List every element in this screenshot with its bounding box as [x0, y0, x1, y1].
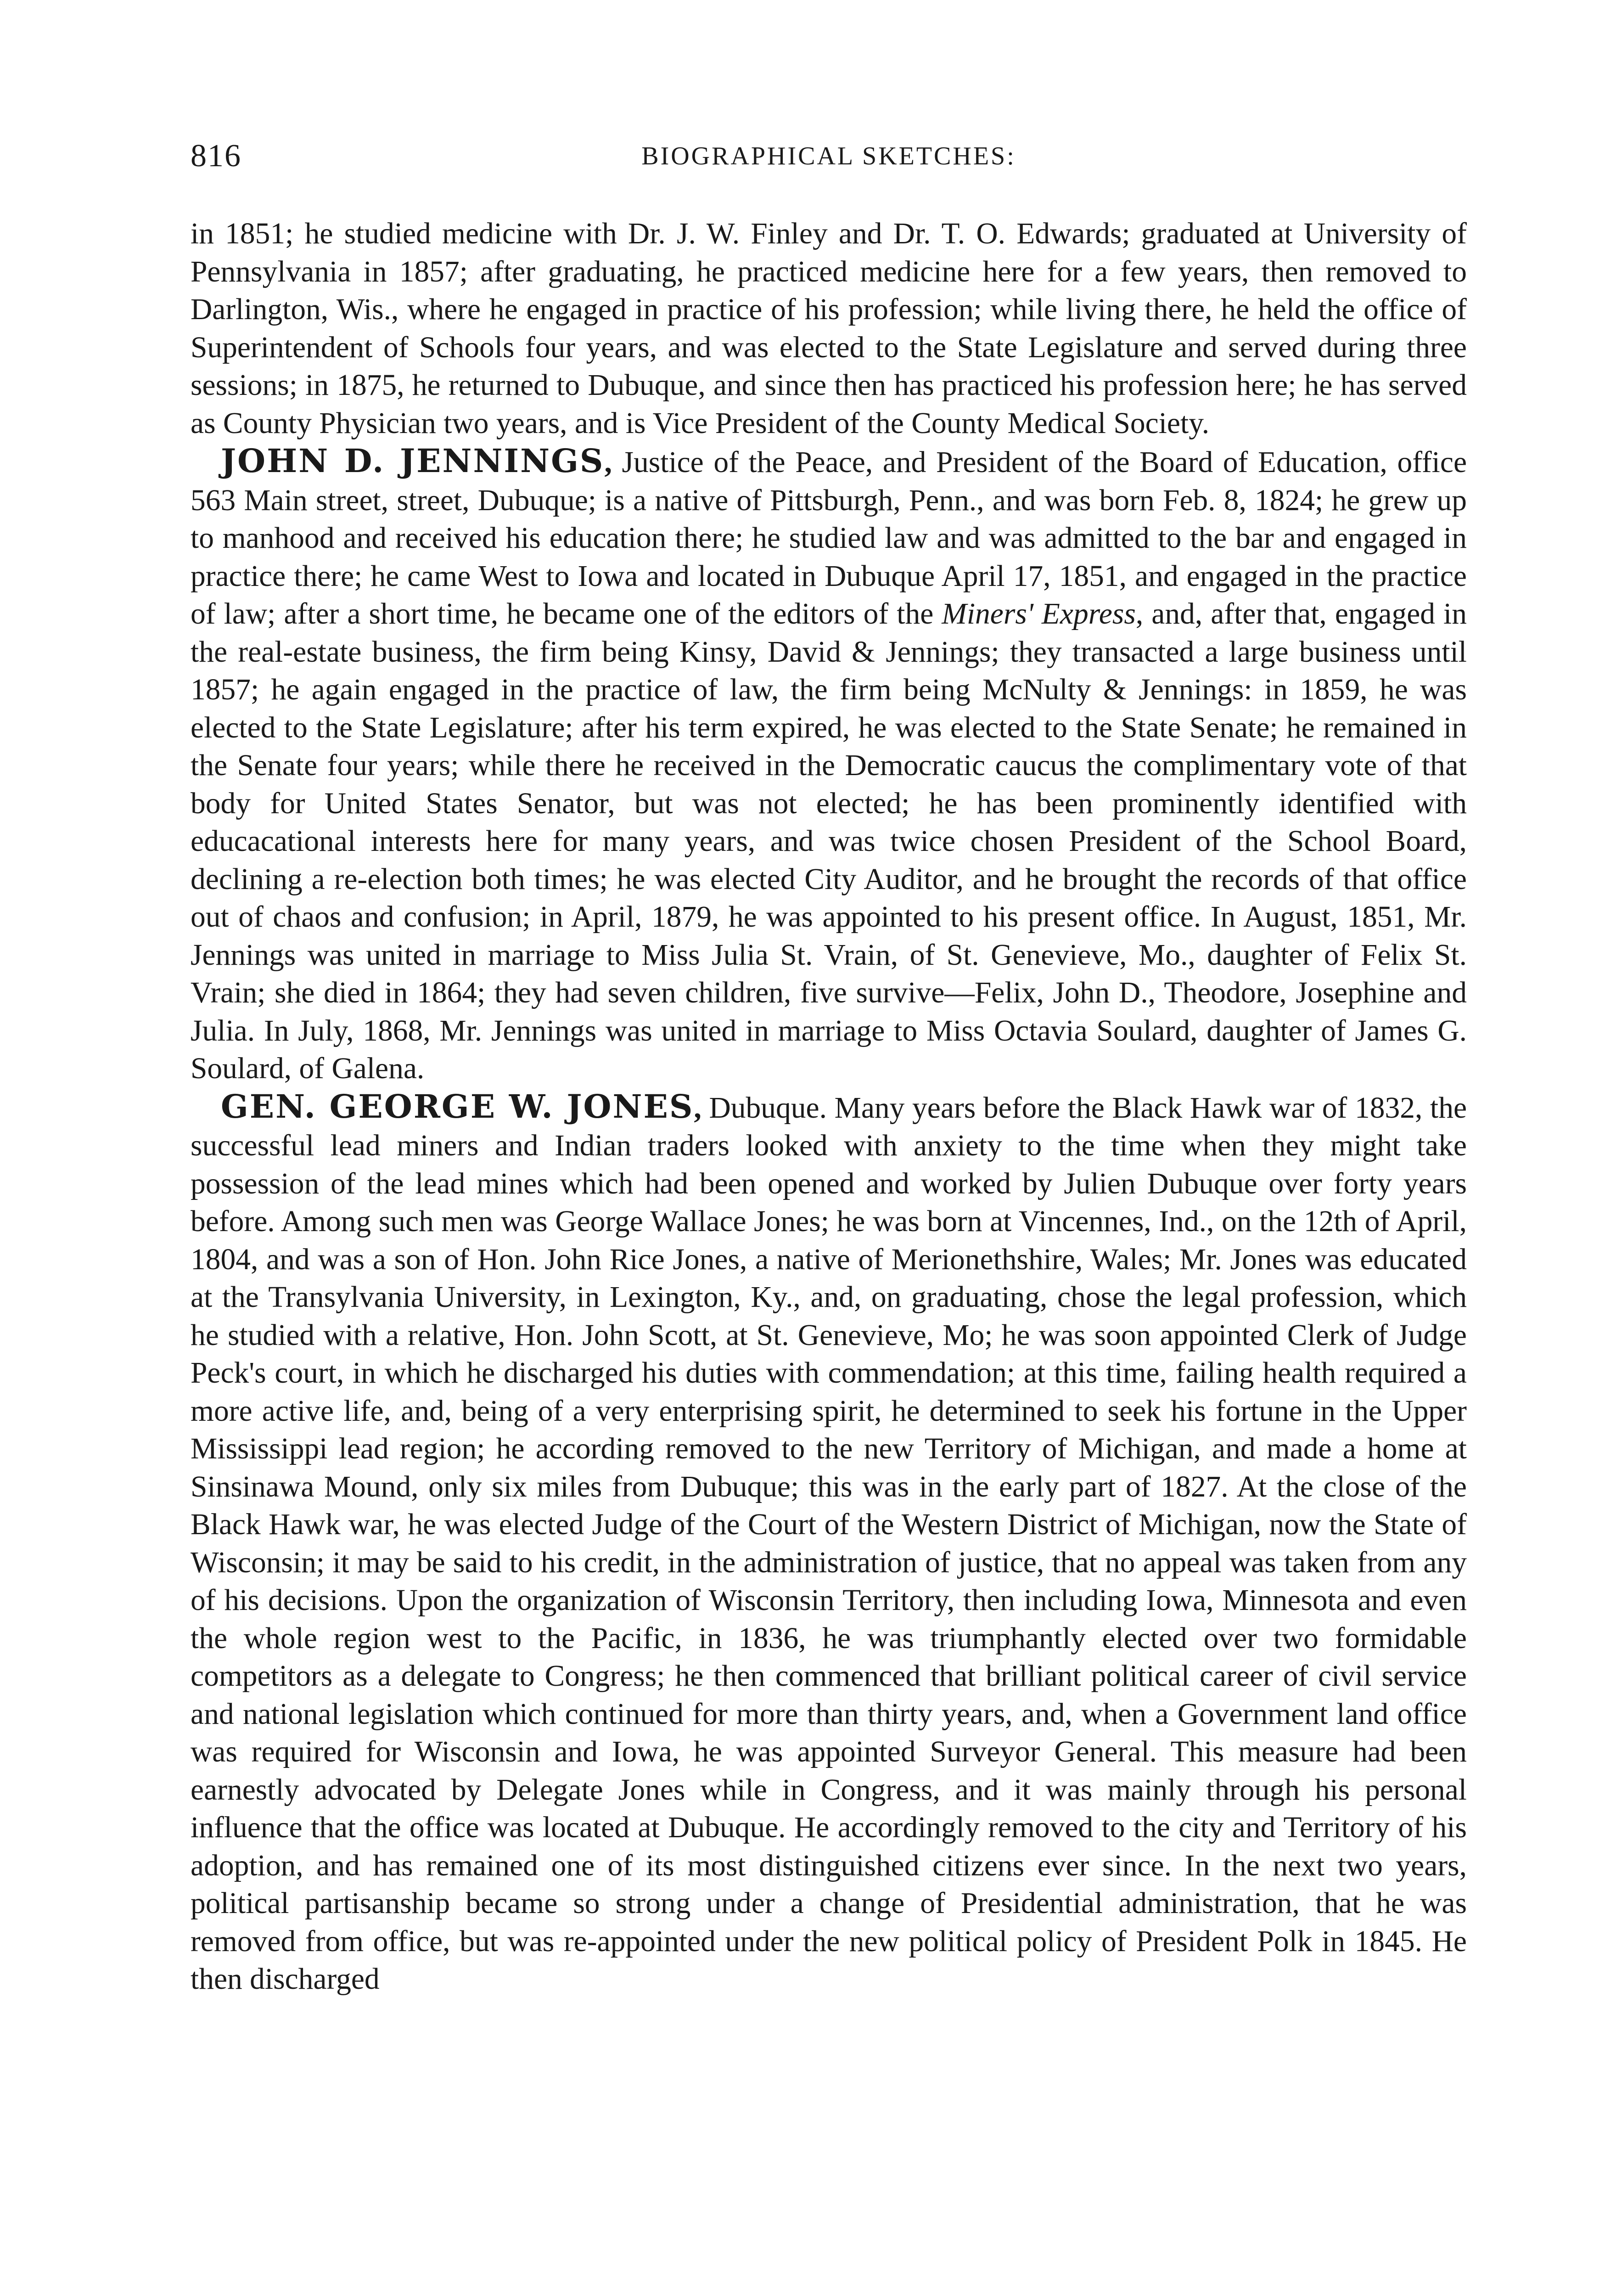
entry-text-continued: , and, after that, engaged in the real-estate business, the firm being Kinsy, David & Jennings; they transacted a large business until 1857; he again engaged in the practice of law, the firm being McNulty & Jennings: in 1859, he was elected to the State Legislature; after his term expired, he was elected to the State Senate; he remained in the Senate four years; while there he received in the Democratic caucus the complimentary vote of that body for United States Senator, but was not elected; he has been prominently identified with educacational interests here for many years, and was twice chosen President of the School Board, declining a re-election both times; he was elected City Auditor, and he brought the records of that office out of chaos and confusion; in April, 1879, he was appointed to his present office. In August, 1851, Mr. Jennings was united in marriage to Miss Julia St. Vrain, of St. Genevieve, Mo., daughter of Felix St. Vrain; she died in 1864; they had seven children, five survive—Felix, John D., Theodore, Josephine and Julia. In July, 1868, Mr. Jennings was united in marriage to Miss Octavia Soulard, daughter of James G. Soulard, of Galena.: [191, 597, 1467, 1085]
page-number: 816: [191, 138, 241, 174]
page: [191, 138, 1467, 1998]
entry-jennings: JOHN D. JENNINGS, Justice of the Peace, and President of the Board of Education, office 563 Main street, street, Dubuque; is a native of Pittsburgh, Penn., and was born Feb. 8, 1824; he grew up to manhood and received his education there; he studied law and was admitted to the bar and engaged in practice there; he came West to Iowa and located in Dubuque April 17, 1851, and engaged in the practice of law; after a short time, he became one of the editors of the Miners' Express, and, after that, engaged in the real-estate business, the firm being Kinsy, David & Jennings; they transacted a large business until 1857; he again engaged in the practice of law, the firm being McNulty & Jennings: in 1859, he was elected to the State Legislature; after his term expired, he was elected to the State Senate; he remained in the Senate four years; while there he received in the Democratic caucus the complimentary vote of that body for United States Senator, but was not elected; he has been prominently identified with educacational interests here for many years, and was twice chosen President of the School Board, declining a re-election both times; he was elected City Auditor, and he brought the records of that office out of chaos and confusion; in April, 1879, he was appointed to his present office. In August, 1851, Mr. Jennings was united in marriage to Miss Julia St. Vrain, of St. Genevieve, Mo., daughter of Felix St. Vrain; she died in 1864; they had seven children, five survive—Felix, John D., Theodore, Josephine and Julia. In July, 1868, Mr. Jennings was united in marriage to Miss Octavia Soulard, daughter of James G. Soulard, of Galena.: [191, 442, 1467, 1085]
entry-name: GEN. GEORGE W. JONES: [221, 1087, 694, 1125]
entry-name: JOHN D. JENNINGS: [221, 442, 605, 480]
newspaper-title: Miners' Express: [942, 597, 1136, 630]
entry-text: Justice of the Peace, and President of the Board of Education, office 563 Main street, street, Dubuque; is a native of Pittsburgh, Penn., and was born Feb. 8, 1824; he grew up to manhood and received his education there; he studied law and was admitted to the bar and engaged in practice there; he came West to Iowa and located in Dubuque April 17, 1851, and engaged in the practice of law; after a short time, he became one of the editors of the: [191, 446, 1467, 630]
body-text: [191, 215, 1467, 1998]
continuation-paragraph: in 1851; he studied medicine with Dr. J. W. Finley and Dr. T. O. Edwards; graduated at University of Pennsylvania in 1857; after graduating, he practiced medicine here for a few years, then removed to Darlington, Wis., where he engaged in practice of his profession; while living there, he held the office of Superintendent of Schools four years, and was elected to the State Legislature and served during three sessions; in 1875, he returned to Dubuque, and since then has practiced his profession here; he has served as County Physician two years, and is Vice President of the County Medical Society.: [191, 217, 1467, 440]
running-head: [191, 138, 1467, 193]
entry-jones: GEN. GEORGE W. JONES, Dubuque. Many years before the Black Hawk war of 1832, the successful lead miners and Indian traders looked with anxiety to the time when they might take possession of the lead mines which had been opened and worked by Julien Dubuque over forty years before. Among such men was George Wallace Jones; he was born at Vincennes, Ind., on the 12th of April, 1804, and was a son of Hon. John Rice Jones, a native of Merionethshire, Wales; Mr. Jones was educated at the Transylvania University, in Lexington, Ky., and, on graduating, chose the legal profession, which he studied with a relative, Hon. John Scott, at St. Genevieve, Mo; he was soon appointed Clerk of Judge Peck's court, in which he discharged his duties with commendation; at this time, failing health required a more active life, and, being of a very enterprising spirit, he determined to seek his fortune in the Upper Mississippi lead region; he according removed to the new Territory of Michigan, and made a home at Sinsinawa Mound, only six miles from Dubuque; this was in the early part of 1827. At the close of the Black Hawk war, he was elected Judge of the Court of the Western District of Michigan, now the State of Wisconsin; it may be said to his credit, in the administration of justice, that no appeal was taken from any of his decisions. Upon the organization of Wisconsin Territory, then including Iowa, Minnesota and even the whole region west to the Pacific, in 1836, he was triumphantly elected over two formidable competitors as a delegate to Congress; he then commenced that brilliant political career of civil service and national legislation which continued for more than thirty years, and, when a Government land office was required for Wisconsin and Iowa, he was appointed Surveyor General. This measure had been earnestly advocated by Delegate Jones while in Congress, and it was mainly through his personal influence that the office was located at Dubuque. He accordingly removed to the city and Territory of his adoption, and has remained one of its most distinguished citizens ever since. In the next two years, political partisanship became so strong under a change of Presidential administration, that he was removed from office, but was re-appointed under the new political policy of President Polk in 1845. He then discharged: [191, 1087, 1467, 1996]
entry-text: Dubuque. Many years before the Black Hawk war of 1832, the successful lead miners and Indian traders looked with anxiety to the time when they might take possession of the lead mines which had been opened and worked by Julien Dubuque over forty years before. Among such men was George Wallace Jones; he was born at Vincennes, Ind., on the 12th of April, 1804, and was a son of Hon. John Rice Jones, a native of Merionethshire, Wales; Mr. Jones was educated at the Transylvania University, in Lexington, Ky., and, on graduating, chose the legal profession, which he studied with a relative, Hon. John Scott, at St. Genevieve, Mo; he was soon appointed Clerk of Judge Peck's court, in which he discharged his duties with commendation; at this time, failing health required a more active life, and, being of a very enterprising spirit, he determined to seek his fortune in the Upper Mississippi lead region; he according removed to the new Territory of Michigan, and made a home at Sinsinawa Mound, only six miles from Dubuque; this was in the early part of 1827. At the close of the Black Hawk war, he was elected Judge of the Court of the Western District of Michigan, now the State of Wisconsin; it may be said to his credit, in the administration of justice, that no appeal was taken from any of his decisions. Upon the organization of Wisconsin Territory, then including Iowa, Minnesota and even the whole region west to the Pacific, in 1836, he was triumphantly elected over two formidable competitors as a delegate to Congress; he then commenced that brilliant political career of civil service and national legislation which continued for more than thirty years, and, when a Government land office was required for Wisconsin and Iowa, he was appointed Surveyor General. This measure had been earnestly advocated by Delegate Jones while in Congress, and it was mainly through his personal influence that the office was located at Dubuque. He accordingly removed to the city and Territory of his adoption, and has remained one of its most distinguished citizens ever since. In the next two years, political partisanship became so strong under a change of Presidential administration, that he was removed from office, but was re-appointed under the new political policy of President Polk in 1845. He then discharged: [191, 1091, 1467, 1996]
running-title: BIOGRAPHICAL SKETCHES:: [641, 142, 1016, 170]
